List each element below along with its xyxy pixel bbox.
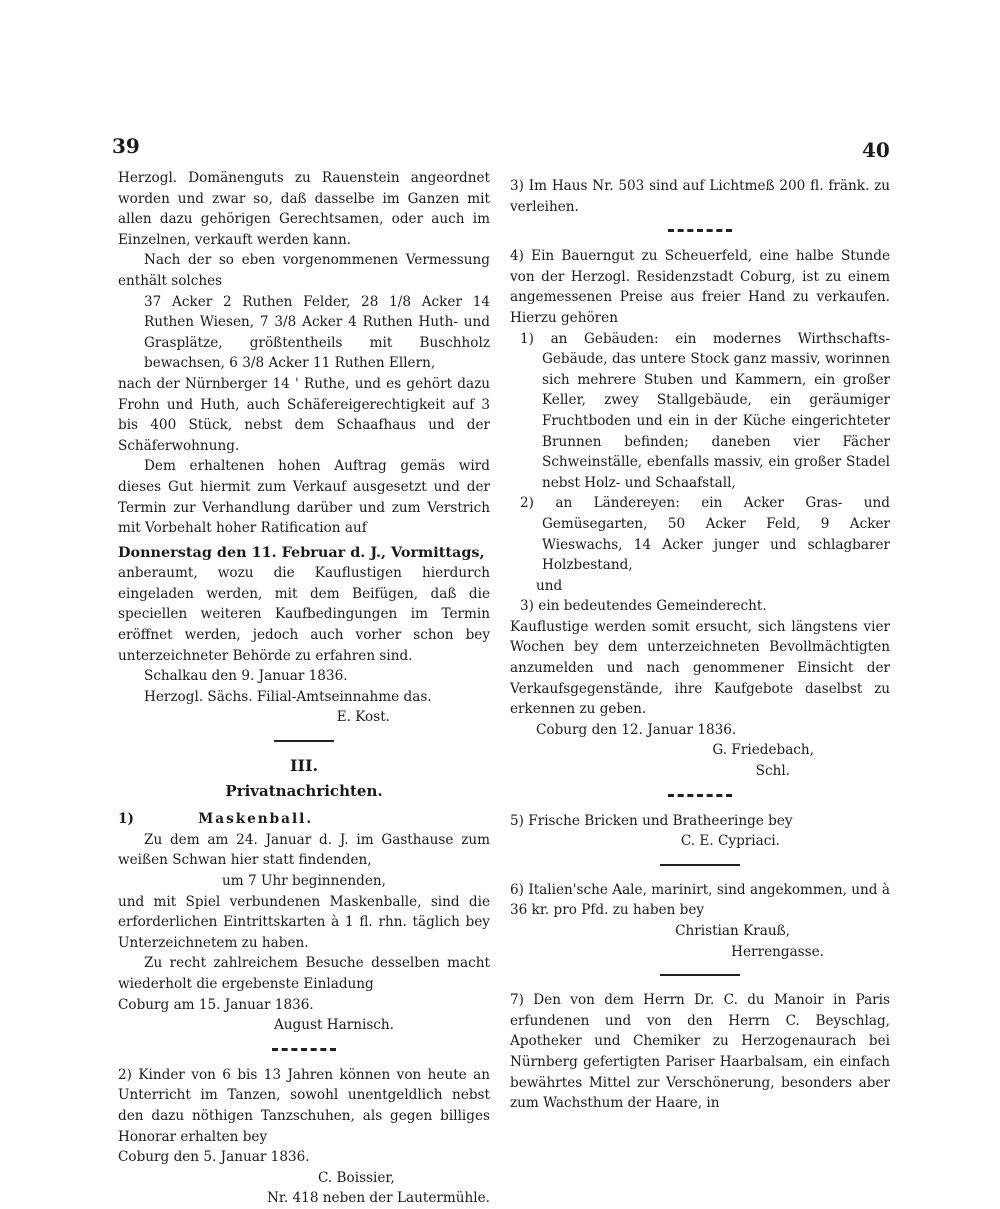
page-number-left: 39 <box>112 134 140 158</box>
item4-list-buildings: 1) an Gebäuden: ein modernes Wirthschafts-Gebäude, das untere Stock ganz massiv, worinnen sich mehrere Stuben und Kammern, ein großer Keller, zwey Stallgebäude, ein geräumiger Fruchtboden und ein in der Küche eingerichteter Brunnen befinden; daneben vier Fächer Schweinställe, ebenfalls massiv, ein großer Stadel nebst Holz- und Schaafstall, <box>520 330 890 491</box>
item4-closing: Kauflustige werden somit ersucht, sich längstens vier Wochen bey dem unterzeichneten Bevollmächtigten anzumelden und nach genommener Einsicht der Verkaufsgegenstände, ihre Kaufgebote daselbst zu erkennen zu geben. <box>510 618 890 718</box>
auction-date: Donnerstag den 11. Februar d. J., Vormittags, <box>118 543 485 561</box>
section-title: Privatnachrichten. <box>225 781 383 800</box>
item-divider <box>660 864 740 866</box>
item4-list-rights: 3) ein bedeutendes Gemeinderecht. <box>520 598 767 615</box>
survey-tail: nach der Nürnberger 14 ' Ruthe, und es gehört dazu Frohn und Huth, auch Schäfereigerechtigkeit auf 3 bis 400 Stück, nebst dem Schaafhaus und der Schäferwohnung. <box>118 375 490 454</box>
item1-invite: Zu recht zahlreichem Besuche desselben macht wiederholt die ergebenste Einladung <box>118 955 490 992</box>
item1-heading <box>118 809 490 830</box>
item2-place-date: Coburg den 5. Januar 1836. <box>118 1149 310 1166</box>
domain-sale-notice: Herzogl. Domänenguts zu Rauenstein angeordnet worden und zwar so, daß dasselbe im Ganzen mit allen dazu gehörigen Gerechtsamen, oder auch im Einzelnen, verkauft werden kann. <box>118 170 490 248</box>
section-numeral: III. <box>289 756 319 776</box>
item7-text: 7) Den von dem Herrn Dr. C. du Manoir in Paris erfundenen und von den Herrn C. Beyschlag, Apotheker und Chemiker zu Herzogenaurach bei Nürnberg gefertigten Pariser Haarbalsam, ein einfach bewährtes Mittel zur Verschönerung, besonders aber zum Wachsthum der Haare, in <box>510 992 890 1112</box>
item1-number: 1) <box>118 811 134 828</box>
item5-text: 5) Frische Bricken und Bratheeringe bey <box>510 812 793 829</box>
item1-place-date: Coburg am 15. Januar 1836. <box>118 996 314 1013</box>
item4-und: und <box>536 577 563 594</box>
item4-list-land: 2) an Ländereyen: ein Acker Gras- und Gemüsegarten, 50 Acker Feld, 9 Acker Wieswachs, 14 Acker junger und schlagbarer Holzbestand, <box>520 495 890 574</box>
item-divider <box>272 1048 336 1051</box>
office-name: Herzogl. Sächs. Filial-Amtseinnahme das. <box>144 688 432 705</box>
item6-street: Herrengasse. <box>731 943 824 960</box>
page-number-right: 40 <box>862 138 890 162</box>
item4-signature-title: Schl. <box>755 763 790 780</box>
item4-signature: G. Friedebach, <box>712 742 814 759</box>
item1-line1: Zu dem am 24. Januar d. J. im Gasthause zum weißen Schwan hier statt findenden, <box>118 831 490 869</box>
item2-address: Nr. 418 neben der Lautermühle. <box>266 1190 490 1207</box>
item6-name: Christian Krauß, <box>675 923 790 939</box>
item-divider <box>668 794 732 797</box>
item2-text: 2) Kinder von 6 bis 13 Jahren können von heute an Unterricht im Tanzen, sowohl unentgeldlich nebst den dazu nöthigen Tanzschuhen, als gegen billiges Honorar erhalten bey <box>118 1066 490 1145</box>
official-signature: E. Kost. <box>336 709 390 726</box>
item-divider <box>660 974 740 976</box>
item4-intro: 4) Ein Bauerngut zu Scheuerfeld, eine halbe Stunde von der Herzogl. Residenzstadt Coburg, ist zu einem angemessenen Preise aus freier Hand zu verkaufen. Hierzu gehören <box>510 248 890 326</box>
commission-text: Dem erhaltenen hohen Auftrag gemäs wird dieses Gut hiermit zum Verkauf ausgesetzt und der Termin zur Verhandlung darüber und zum Verstrich mit Vorbehalt hoher Ratification auf <box>118 458 490 537</box>
item1-line2: um 7 Uhr beginnenden, <box>222 873 386 889</box>
right-column <box>510 168 890 1114</box>
item5-name: C. E. Cypriaci. <box>680 833 780 850</box>
item-divider <box>668 229 732 232</box>
item4-place-date: Coburg den 12. Januar 1836. <box>536 721 737 738</box>
item1-title: Maskenball. <box>198 811 314 828</box>
survey-details: 37 Acker 2 Ruthen Felder, 28 1/8 Acker 14 Ruthen Wiesen, 7 3/8 Acker 4 Ruthen Huth- und Grasplätze, größtentheils mit Buschholz bewachsen, 6 3/8 Acker 11 Ruthen Ellern, <box>144 293 490 372</box>
item1-line3: und mit Spiel verbundenen Maskenballe, sind die erforderlichen Eintrittskarten à 1 fl. rhn. täglich bey Unterzeichnetem zu haben. <box>118 893 490 951</box>
invitation-text: anberaumt, wozu die Kauflustigen hierdurch eingeladen werden, mit dem Beifügen, daß die speciellen weiteren Kaufbedingungen im Termin eröffnet werden, jedoch auch vorher schon bey unterzeichneter Behörde zu erfahren sind. <box>118 565 490 664</box>
place-date: Schalkau den 9. Januar 1836. <box>144 668 348 685</box>
item2-name: C. Boissier, <box>318 1169 395 1186</box>
section-divider <box>274 740 334 742</box>
item1-signature: August Harnisch. <box>273 1017 394 1034</box>
left-column <box>118 168 490 1209</box>
item3-text: 3) Im Haus Nr. 503 sind auf Lichtmeß 200 fl. fränk. zu verleihen. <box>510 178 890 215</box>
item6-text: 6) Italien'sche Aale, marinirt, sind angekommen, und à 36 kr. pro Pfd. zu haben bey <box>510 881 890 919</box>
survey-intro: Nach der so eben vorgenommenen Vermessung enthält solches <box>118 252 490 289</box>
